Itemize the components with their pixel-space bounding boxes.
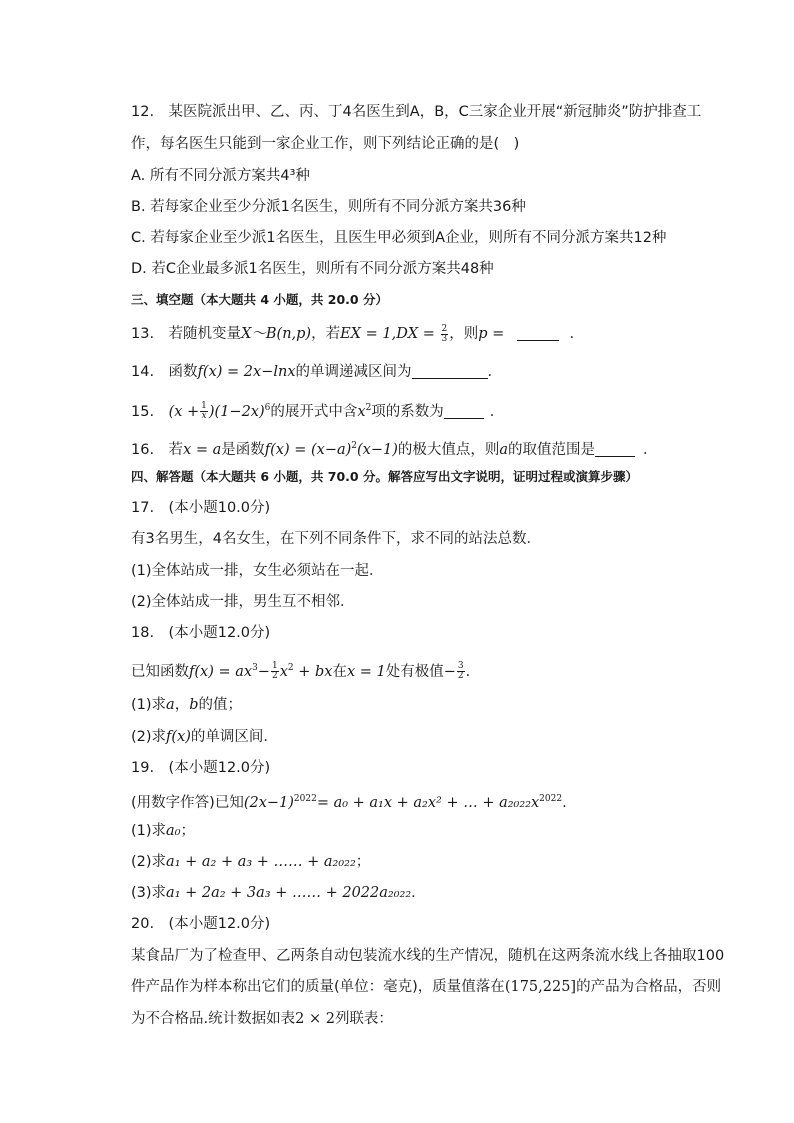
q14-answer-blank[interactable]: [412, 364, 488, 379]
q12-line1: 12. 某医院派出甲、乙、丙、丁4名医生到A，B，C三家企业开展“新冠肺炎”防护排查工: [131, 104, 702, 120]
q18-end: ．: [465, 663, 481, 680]
q13-end: ．: [569, 326, 585, 342]
q15-end: ．: [489, 403, 505, 420]
q19-base: (2x−1): [243, 794, 294, 811]
q13-frac-den: 3: [441, 333, 448, 344]
q19-p2-expr: a₁ + a₂ + a₃ + …… + a₂₀₂₂: [166, 854, 356, 870]
q20-line3: [131, 1009, 393, 1029]
q13-var: p =: [478, 326, 505, 342]
q18-frac-den: 2: [271, 671, 278, 682]
q14-end: ．: [487, 364, 502, 380]
q18-head: 18. (本小题12.0分): [131, 625, 271, 641]
q18-minus: −: [257, 663, 270, 680]
q16-pre: 16. 若: [131, 441, 184, 458]
q18-fraction: [271, 662, 279, 681]
q18-mid: 在: [332, 663, 347, 680]
q16-end: ．: [643, 441, 658, 458]
section-4-heading: 四、解答题（本大题共 6 小题，共 70.0 分。解答应写出文字说明，证明过程或演算步骤）: [131, 469, 638, 484]
q16-var: a: [499, 441, 509, 458]
q12-option-a: A. 所有不同分派方案共4³种: [131, 168, 310, 184]
q15-line: [131, 398, 504, 422]
q18-p2-post: 的单调区间．: [190, 729, 278, 745]
q13-fraction: [441, 325, 449, 344]
q19-part1: [131, 821, 195, 841]
q18-expr-b: x: [279, 663, 288, 680]
q20-range: (175,225]: [504, 979, 577, 995]
q19-rhs-exp: 2022: [539, 794, 563, 804]
q12-option-b: B. 若每家企业至少分派1名医生，则所有不同分派方案共36种: [131, 199, 526, 215]
q12-line2: 作，每名医生只能到一家企业工作，则下列结论正确的是( ): [131, 136, 520, 152]
q15-pre: 15.: [131, 403, 169, 420]
q18-expr-c: + bx: [298, 663, 333, 680]
q18-p2-expr: f(x): [166, 729, 191, 745]
q16-answer-blank[interactable]: [595, 442, 635, 457]
q16-line: [131, 436, 658, 460]
q19-p1-end: ；: [180, 823, 196, 839]
q15-mid: 的展开式中含: [270, 403, 358, 420]
q13-post: ，则: [449, 326, 479, 342]
q19-rhs: = a₀ + a₁x + a₂x² + … + a₂₀₂₂x: [316, 794, 540, 811]
q16-expr1: x = a: [183, 441, 222, 458]
q16-expr3: (x−1): [357, 441, 398, 458]
q19-head: 19. (本小题12.0分): [131, 760, 271, 776]
q19-part3: [131, 883, 416, 903]
q19-end: .: [562, 794, 567, 811]
q18-pre: 已知函数: [131, 663, 189, 680]
q15-frac-den: x: [201, 411, 207, 422]
q15-exp: 6: [264, 403, 271, 413]
q13-pre: 13. 若随机变量: [131, 326, 242, 342]
q15-term: x: [357, 403, 366, 420]
q20-line2-pre: 件产品作为样本称出它们的质量(单位：毫克)，质量值落在: [131, 979, 505, 995]
section-3-heading: 三、填空题（本大题共 4 小题，共 20.0 分）: [131, 292, 388, 307]
q20-line2: [131, 977, 721, 997]
q20-line3-post: 列联表：: [334, 1011, 393, 1027]
q14-post: 的单调递减区间为: [295, 364, 412, 380]
q19-p3-end: .: [411, 885, 416, 901]
q16-expr2: f(x) = (x−a): [264, 441, 352, 458]
q16-exp: 2: [351, 441, 358, 451]
q13-answer-blank[interactable]: [517, 326, 559, 341]
q18-neg: −: [443, 663, 456, 680]
q20-table-size: 2 × 2: [295, 1011, 335, 1027]
q12-option-d: D. 若C企业最多派1名医生，则所有不同分派方案共48种: [131, 261, 494, 277]
q19-p2-end: ；: [355, 854, 371, 870]
q18-exp1: 3: [252, 663, 258, 673]
q18-part2: [131, 727, 278, 747]
q19-exp: 2022: [293, 794, 317, 804]
q18-p1-post: 的值；: [198, 697, 242, 713]
q13-expr: X～B(n,p): [241, 326, 312, 342]
q18-p1-pre: (1)求: [131, 697, 167, 713]
q12-option-c: C. 若每家企业至少派1名医生，且医生甲必须到A企业，则所有不同分派方案共12种: [131, 230, 667, 246]
q13-mid: ，若: [311, 326, 341, 342]
q20-line2-post: 的产品为合格品，否则: [576, 979, 722, 995]
q18-p1-b: b: [189, 697, 199, 713]
q16-mid2: 的极大值点，则: [397, 441, 500, 458]
q18-p2-pre: (2)求: [131, 729, 167, 745]
q18-value-num: 3: [457, 661, 464, 672]
q15-expr-a: (x +: [168, 403, 200, 420]
q14-line: [131, 362, 502, 382]
q18-stem: [131, 658, 480, 682]
q19-part2: [131, 852, 370, 872]
q18-value-den: 2: [457, 671, 464, 682]
q16-mid1: 是函数: [221, 441, 265, 458]
q18-expr-d: x = 1: [346, 663, 386, 680]
q18-expr-a: f(x) = ax: [189, 663, 253, 680]
q13-cond: EX = 1,DX =: [340, 326, 435, 342]
q14-pre: 14. 函数: [131, 364, 198, 380]
q16-post: 的取值范围是: [508, 441, 596, 458]
q15-fraction: [200, 402, 208, 421]
q15-post: 项的系数为: [371, 403, 444, 420]
q14-expr: f(x) = 2x−lnx: [197, 364, 296, 380]
q19-p2-pre: (2)求: [131, 854, 167, 870]
q18-frac-num: 1: [271, 661, 278, 672]
q13-line: [131, 324, 584, 344]
q19-p1-expr: a₀: [166, 823, 181, 839]
q19-p3-pre: (3)求: [131, 885, 167, 901]
q13-frac-num: 2: [441, 323, 448, 334]
q19-stem: [131, 789, 567, 813]
q17-part2: (2)全体站成一排，男生互不相邻．: [131, 594, 355, 610]
q20-line1: 某食品厂为了检查甲、乙两条自动包装流水线的生产情况，随机在这两条流水线上各抽取100: [131, 948, 725, 964]
q15-term-exp: 2: [365, 403, 372, 413]
q18-part1: [131, 695, 242, 715]
q15-answer-blank[interactable]: [444, 404, 484, 419]
q19-p3-expr: a₁ + 2a₂ + 3a₃ + …… + 2022a₂₀₂₂: [166, 885, 412, 901]
q18-value-fraction: [457, 662, 465, 681]
q15-expr-b: )(1−2x): [208, 403, 265, 420]
q19-p1-pre: (1)求: [131, 823, 167, 839]
q18-p1-sep: ，: [174, 697, 190, 713]
q20-head: 20. (本小题12.0分): [131, 916, 271, 932]
q19-pre: (用数字作答)已知: [131, 794, 244, 811]
q15-frac-num: 1: [201, 401, 207, 412]
q18-post: 处有极值: [385, 663, 444, 680]
q18-exp2: 2: [287, 663, 294, 673]
q17-head: 17. (本小题10.0分): [131, 500, 271, 516]
q20-line3-pre: 为不合格品.统计数据如表: [131, 1011, 296, 1027]
q18-p1-a: a: [166, 697, 175, 713]
q17-part1: (1)全体站成一排，女生必须站在一起．: [131, 563, 384, 579]
q17-stem: 有3名男生，4名女生，在下列不同条件下，求不同的站法总数．: [131, 531, 541, 547]
